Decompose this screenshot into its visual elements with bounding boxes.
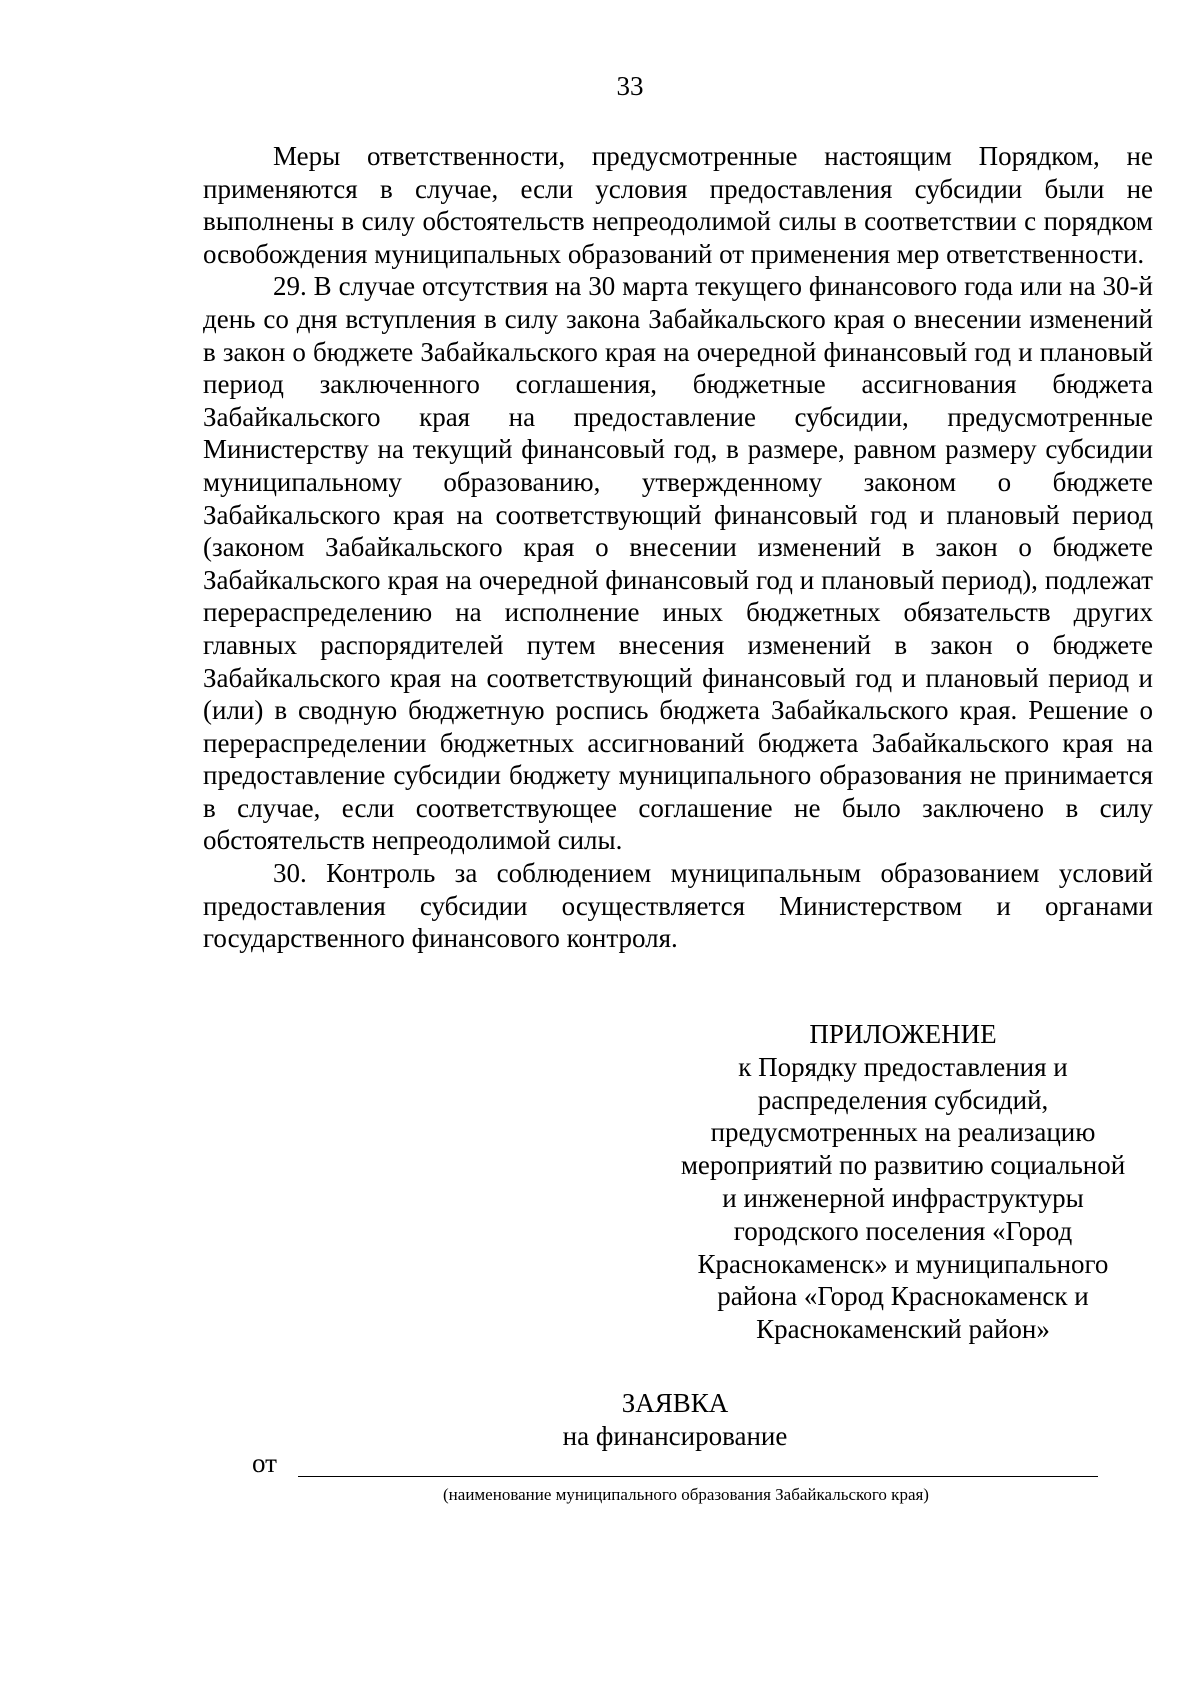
appendix-line: предусмотренных на реализацию — [710, 1117, 1096, 1148]
appendix-line: к Порядку предоставления и — [738, 1051, 1068, 1082]
page-number: 33 — [616, 71, 644, 101]
request-heading — [0, 1387, 1200, 1452]
appendix-title: ПРИЛОЖЕНИЕ — [809, 1019, 997, 1049]
municipality-name-caption: (наименование муниципального образования Забайкальского края) — [443, 1485, 929, 1504]
from-label: от — [252, 1448, 277, 1478]
appendix-line: Краснокаменск» и муниципального — [697, 1248, 1109, 1279]
appendix-heading-block — [660, 1018, 1146, 1346]
paragraph-29: 29. В случае отсутствия на 30 марта текущего финансового года или на 30-й день со дня вступления в силу закона Забайкальского края о внесении изменений в закон о бюджете Забайкальского края на очередной финансовый год и плановый период заключенного соглашения, бюджетные ассигнования бюджета Забайкальского края на предоставление субсидии, предусмотренные Министерству на текущий финансовый год, в размере, равном размеру субсидии муниципальному образованию, утвержденному законом о бюджете Забайкальского края на соответствующий финансовый год и плановый период (законом Забайкальского края о внесении изменений в закон о бюджете Забайкальского края на очередной финансовый год и плановый период), подлежат перераспределению на исполнение иных бюджетных обязательств других главных распорядителей путем внесения изменений в закон о бюджете Забайкальского края на соответствующий финансовый год и плановый период и (или) в сводную бюджетную роспись бюджета Забайкальского края. Решение о перераспределении бюджетных ассигнований бюджета Забайкальского края на предоставление субсидии бюджету муниципального образования не принимается в случае, если соответствующее соглашение не было заключено в силу обстоятельств непреодолимой силы. — [203, 271, 1153, 856]
paragraph-30: 30. Контроль за соблюдением муниципальным образованием условий предоставления субсидии осуществляется Министерством и органами государственного финансового контроля. — [203, 858, 1153, 954]
appendix-line: Краснокаменский район» — [756, 1314, 1050, 1345]
request-title: ЗАЯВКА — [621, 1388, 729, 1418]
appendix-line: и инженерной инфраструктуры — [722, 1182, 1084, 1213]
municipality-name-blank-line — [298, 1476, 1098, 1477]
from-field-row — [252, 1447, 1102, 1481]
appendix-line: района «Город Краснокаменск и — [717, 1281, 1089, 1312]
paragraph-liability-exemption: Меры ответственности, предусмотренные настоящим Порядком, не применяются в случае, если условия предоставления субсидии были не выполнены в силу обстоятельств непреодолимой силы в соответствии с порядком освобождения муниципальных образований от применения мер ответственности. — [203, 141, 1153, 269]
document-body — [203, 140, 1153, 955]
appendix-line: распределения субсидий, — [757, 1084, 1049, 1115]
appendix-line: городского поселения «Город — [733, 1215, 1073, 1246]
request-subtitle: на финансирование — [562, 1420, 788, 1451]
appendix-line: мероприятий по развитию социальной — [680, 1150, 1126, 1181]
